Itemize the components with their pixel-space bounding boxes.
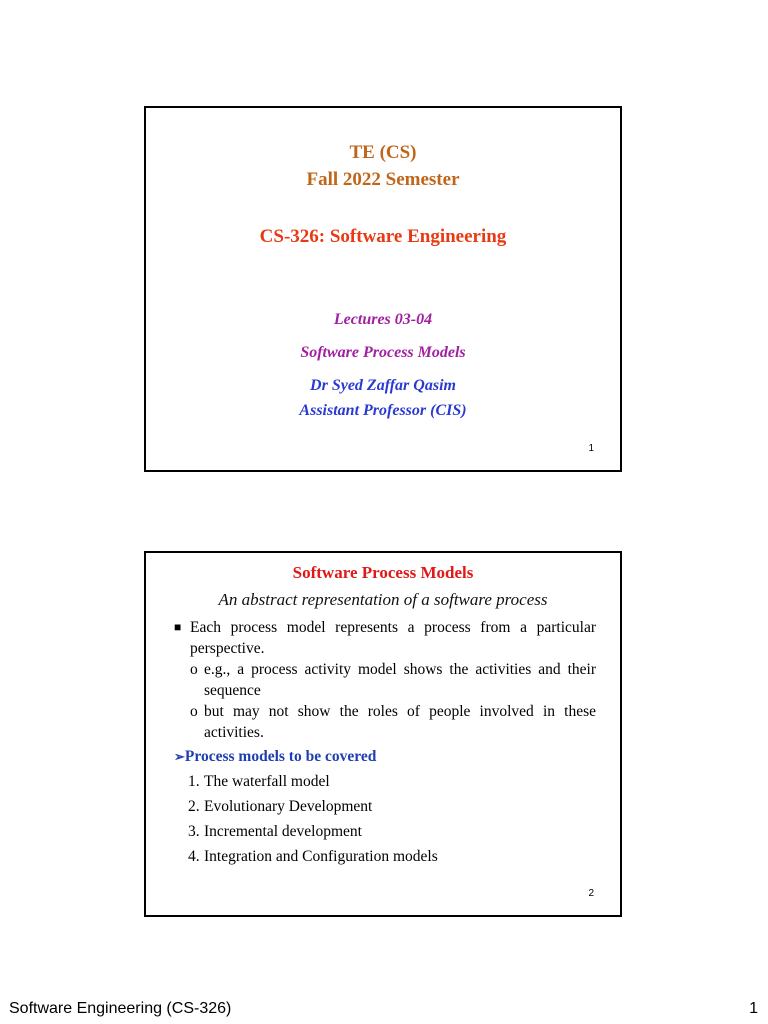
list-item	[174, 771, 596, 792]
slide-1-line-2: Fall 2022 Semester	[306, 169, 460, 190]
author-name: Dr Syed Zaffar Qasim	[310, 377, 456, 394]
slide-2-title: Software Process Models	[292, 563, 474, 582]
slide-2	[144, 551, 622, 917]
arrow-bullet-icon: ➢	[174, 749, 185, 764]
list-item	[174, 846, 596, 867]
list-number: 1.	[188, 773, 200, 790]
sub-bullet-item	[174, 701, 596, 743]
list-label: Integration and Configuration models	[204, 848, 438, 865]
sub-bullet-text-2: but may not show the roles of people involved in these activities.	[204, 703, 596, 741]
author-position: Assistant Professor (CIS)	[299, 402, 467, 419]
slide-2-number: 2	[588, 888, 594, 899]
bullet-text: Each process model represents a process from a particular perspective.	[190, 619, 596, 657]
topic-label: Software Process Models	[300, 344, 466, 361]
slide-1-number: 1	[588, 443, 594, 454]
footer-title: Software Engineering (CS-326)	[9, 1000, 232, 1017]
list-item	[174, 796, 596, 817]
slide-1-line-1: TE (CS)	[349, 142, 417, 163]
slide-1	[144, 106, 622, 472]
list-item	[174, 821, 596, 842]
lectures-label: Lectures 03-04	[333, 311, 433, 328]
list-number: 2.	[188, 798, 200, 815]
slide-2-subtitle: An abstract representation of a software process	[218, 590, 548, 609]
sub-bullet-item	[174, 659, 596, 701]
list-number: 3.	[188, 823, 200, 840]
circle-bullet-icon: o	[190, 661, 198, 678]
bullet-item	[174, 617, 596, 659]
square-bullet-icon: ■	[174, 620, 182, 634]
slide-2-body	[174, 617, 596, 867]
list-label: Incremental development	[204, 823, 362, 840]
list-number: 4.	[188, 848, 200, 865]
course-title: CS-326: Software Engineering	[259, 226, 507, 247]
sub-bullet-text-1: e.g., a process activity model shows the activities and their sequence	[204, 661, 596, 699]
covered-label: Process models to be covered	[184, 748, 377, 765]
list-label: The waterfall model	[204, 773, 330, 790]
covered-heading	[174, 746, 596, 767]
list-label: Evolutionary Development	[204, 798, 373, 815]
circle-bullet-icon: o	[190, 703, 198, 720]
footer-page-number: 1	[749, 1000, 758, 1017]
